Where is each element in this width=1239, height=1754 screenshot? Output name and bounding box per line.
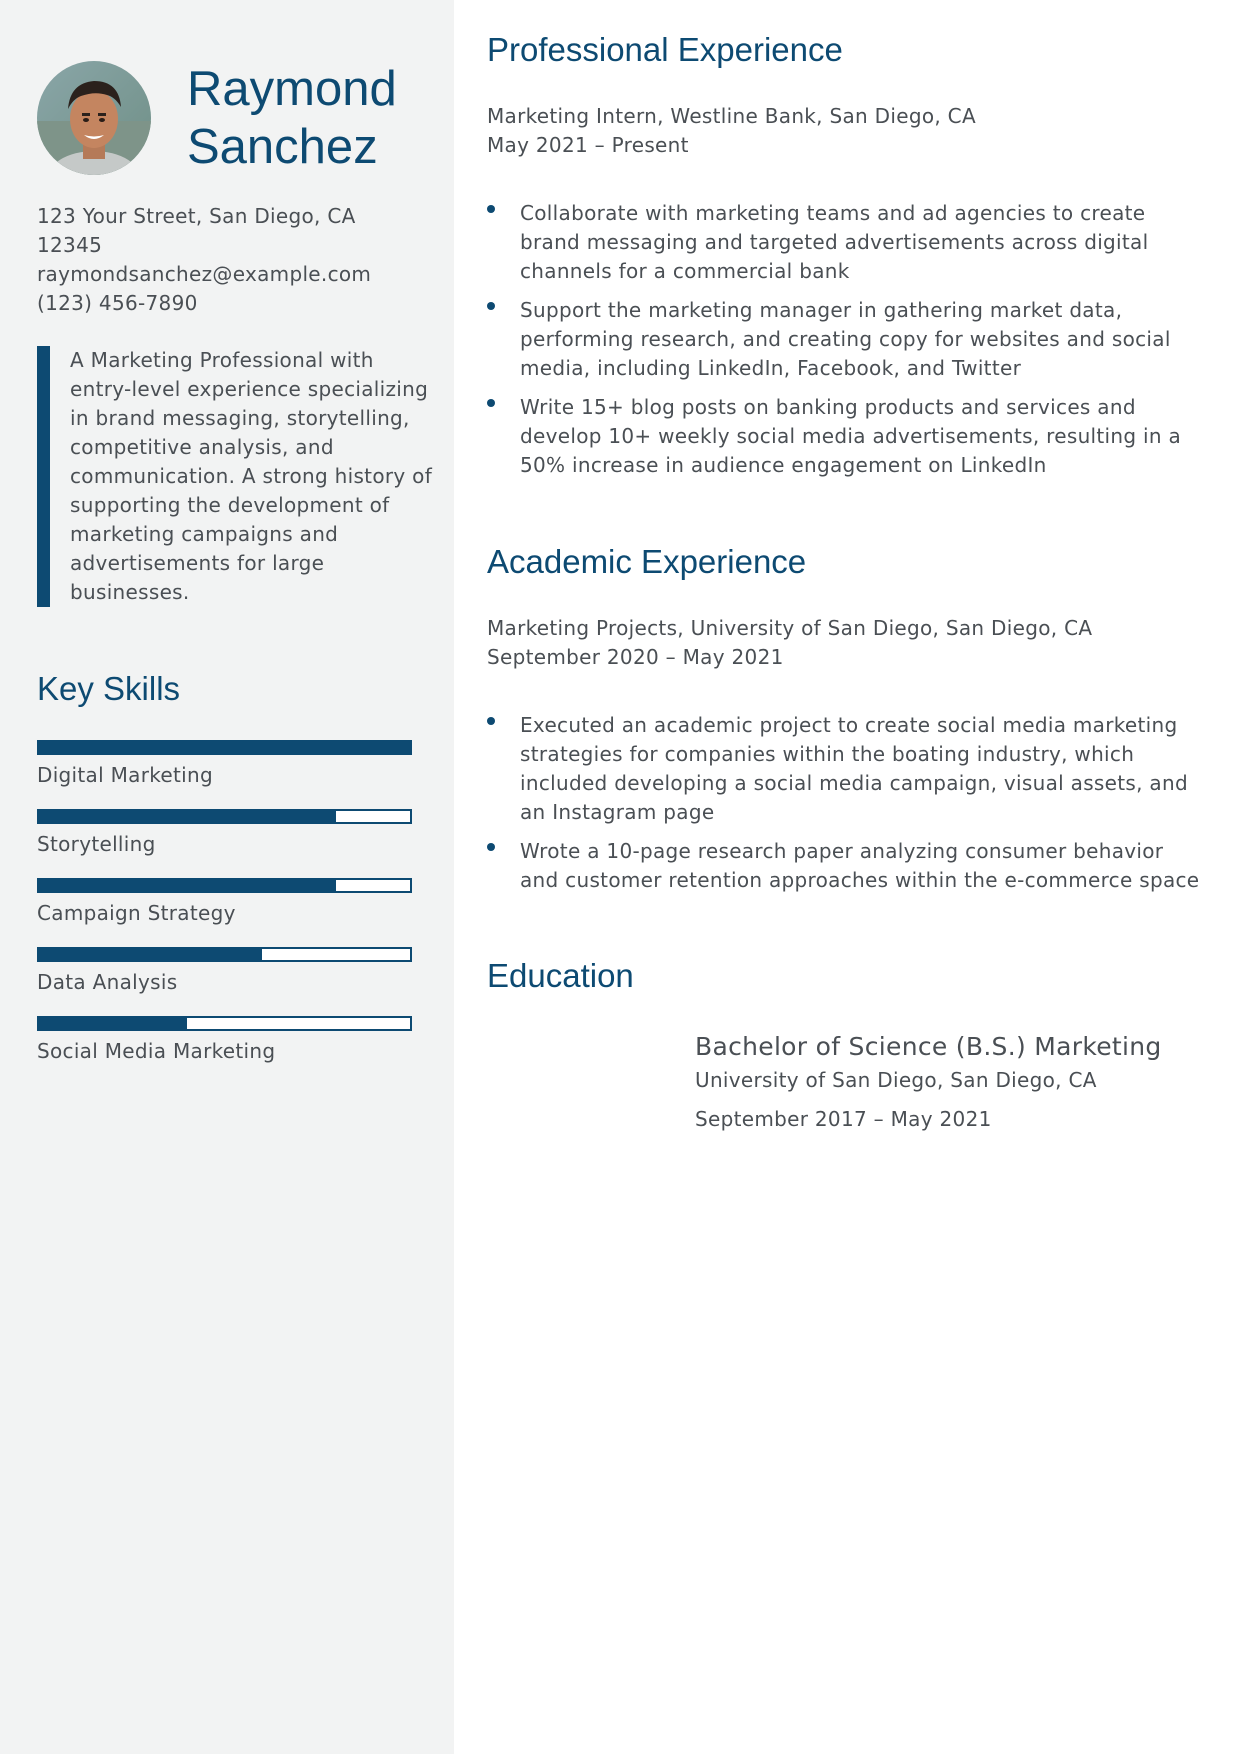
skill-label: Campaign Strategy xyxy=(37,901,236,925)
bullet-icon xyxy=(487,843,495,851)
professional-experience-title: Professional Experience xyxy=(487,31,843,68)
education-dates: September 2017 – May 2021 xyxy=(695,1107,992,1131)
skill-item xyxy=(37,809,412,878)
professional-role: Marketing Intern, Westline Bank, San Diego, CA xyxy=(487,104,976,128)
skill-label: Storytelling xyxy=(37,832,156,856)
skill-label: Data Analysis xyxy=(37,970,178,994)
skill-label: Digital Marketing xyxy=(37,763,213,787)
academic-job-meta xyxy=(487,614,1092,672)
contact-info xyxy=(37,202,437,318)
address-line2: 12345 xyxy=(37,233,103,257)
last-name: Sanchez xyxy=(187,120,378,174)
skill-bar xyxy=(37,809,412,824)
professional-job-meta xyxy=(487,102,976,160)
skill-bar xyxy=(37,1016,412,1031)
bullet-text: Collaborate with marketing teams and ad agencies to create brand messaging and targeted advertisements across digital channels for a commercial bank xyxy=(520,201,1149,283)
academic-role: Marketing Projects, University of San Diego, San Diego, CA xyxy=(487,616,1093,640)
bullet-icon xyxy=(487,302,495,310)
sidebar xyxy=(0,0,454,1754)
list-item xyxy=(487,199,1207,286)
list-item xyxy=(487,296,1207,383)
professional-bullets xyxy=(487,199,1207,490)
skills-list xyxy=(37,740,412,1085)
bullet-text: Executed an academic project to create social media marketing strategies for companies within the boating industry, which included developing a social media campaign, visual assets, and an Instagram page xyxy=(520,713,1188,824)
skill-item xyxy=(37,947,412,1016)
skill-item xyxy=(37,878,412,947)
list-item xyxy=(487,837,1207,895)
skills-title: Key Skills xyxy=(37,670,181,707)
bullet-icon xyxy=(487,205,495,213)
address-line1: 123 Your Street, San Diego, CA xyxy=(37,204,356,228)
skill-bar-fill xyxy=(39,1018,187,1029)
skill-bar-fill xyxy=(39,742,410,753)
bullet-icon xyxy=(487,399,495,407)
skill-item xyxy=(37,1016,412,1085)
bullet-text: Wrote a 10-page research paper analyzing consumer behavior and customer retention approaches within the e-commerce space xyxy=(520,839,1200,892)
bullet-text: Write 15+ blog posts on banking products and services and develop 10+ weekly social media advertisements, resulting in a 50% increase in audience engagement on LinkedIn xyxy=(520,395,1182,477)
skill-bar-fill xyxy=(39,880,336,891)
skill-bar xyxy=(37,740,412,755)
skill-bar-fill xyxy=(39,949,262,960)
skill-bar-fill xyxy=(39,811,336,822)
education-school: University of San Diego, San Diego, CA xyxy=(695,1068,1097,1092)
skill-item xyxy=(37,740,412,809)
academic-experience-title: Academic Experience xyxy=(487,543,807,580)
academic-bullets xyxy=(487,711,1207,905)
academic-dates: September 2020 – May 2021 xyxy=(487,645,784,669)
main-content xyxy=(454,0,1239,1754)
bullet-text: Support the marketing manager in gathering market data, performing research, and creating copy for websites and social media, including LinkedIn, Facebook, and Twitter xyxy=(520,298,1171,380)
skill-bar xyxy=(37,878,412,893)
professional-dates: May 2021 – Present xyxy=(487,133,689,157)
email[interactable]: raymondsanchez@example.com xyxy=(37,262,372,286)
bullet-icon xyxy=(487,717,495,725)
profile-summary: A Marketing Professional with entry-level experience specializing in brand messaging, storytelling, competitive analysis, and communication. A strong history of supporting the development of marketing campaigns and advertisements for large businesses. xyxy=(37,346,437,607)
avatar-photo-icon xyxy=(37,61,151,175)
candidate-name xyxy=(187,60,447,176)
list-item xyxy=(487,393,1207,480)
skill-label: Social Media Marketing xyxy=(37,1039,276,1063)
list-item xyxy=(487,711,1207,827)
first-name: Raymond xyxy=(187,62,397,116)
education-entry xyxy=(695,1030,1215,1134)
education-title: Education xyxy=(487,957,634,994)
skill-bar xyxy=(37,947,412,962)
phone[interactable]: (123) 456-7890 xyxy=(37,291,198,315)
education-degree: Bachelor of Science (B.S.) Marketing xyxy=(695,1032,1162,1061)
